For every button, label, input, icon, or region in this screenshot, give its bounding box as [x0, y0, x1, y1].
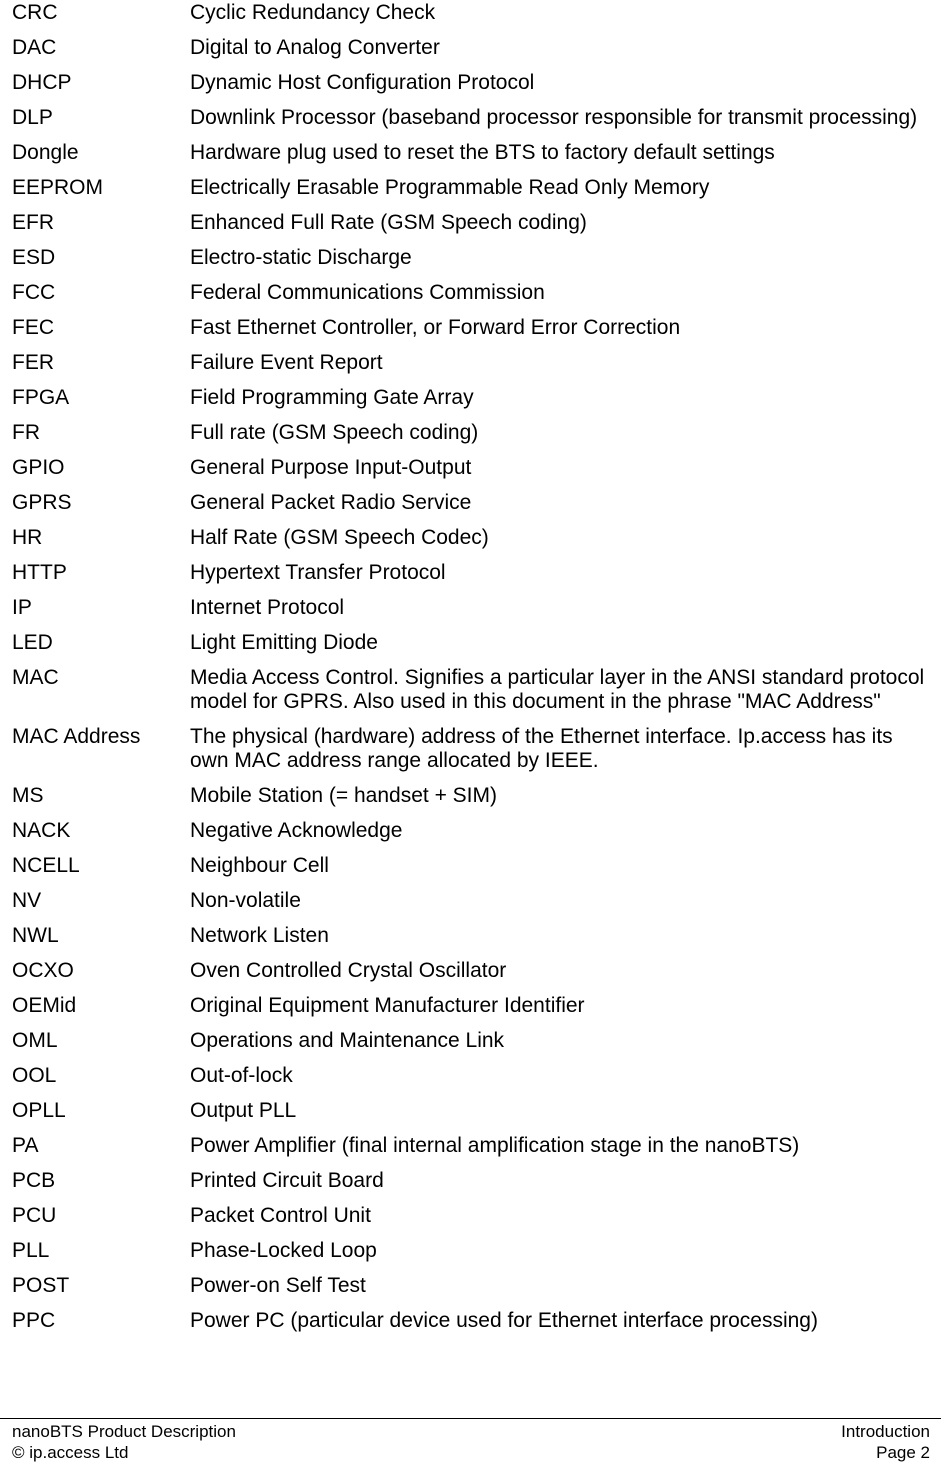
- glossary-term: GPIO: [12, 456, 65, 479]
- glossary-definition: Digital to Analog Converter: [190, 36, 440, 59]
- glossary-entry: [12, 989, 934, 1024]
- glossary-definition: Oven Controlled Crystal Oscillator: [190, 959, 507, 982]
- glossary-term: MS: [12, 784, 44, 807]
- glossary-definition: Field Programming Gate Array: [190, 386, 474, 409]
- glossary-definition: Media Access Control. Signifies a particular layer in the ANSI standard protocol model for GPRS. Also used in this document in the phrase "MAC Address": [190, 666, 925, 713]
- glossary-entry: [12, 1164, 934, 1199]
- glossary-definition: Printed Circuit Board: [190, 1169, 384, 1192]
- glossary-definition: Light Emitting Diode: [190, 631, 378, 654]
- glossary-list: [12, 0, 934, 1339]
- glossary-definition: Internet Protocol: [190, 596, 345, 619]
- glossary-definition: Mobile Station (= handset + SIM): [190, 784, 497, 807]
- glossary-definition: General Purpose Input-Output: [190, 456, 472, 479]
- glossary-term: MAC Address: [12, 725, 141, 748]
- glossary-entry: [12, 171, 934, 206]
- glossary-term: GPRS: [12, 491, 72, 514]
- glossary-term: OOL: [12, 1064, 57, 1087]
- glossary-term: LED: [12, 631, 53, 654]
- glossary-term: IP: [12, 596, 32, 619]
- glossary-entry: [12, 416, 934, 451]
- glossary-entry: [12, 1199, 934, 1234]
- glossary-entry: [12, 31, 934, 66]
- glossary-entry: [12, 919, 934, 954]
- glossary-term: NV: [12, 889, 42, 912]
- glossary-definition: Out-of-lock: [190, 1064, 293, 1087]
- glossary-term: PPC: [12, 1309, 56, 1332]
- glossary-definition: Network Listen: [190, 924, 329, 947]
- glossary-entry: [12, 521, 934, 556]
- glossary-term: FR: [12, 421, 40, 444]
- glossary-term: OCXO: [12, 959, 74, 982]
- glossary-term: PCU: [12, 1204, 57, 1227]
- glossary-definition: Hardware plug used to reset the BTS to factory default settings: [190, 141, 775, 164]
- glossary-definition: Power PC (particular device used for Ethernet interface processing): [190, 1309, 818, 1332]
- glossary-entry: [12, 661, 934, 720]
- glossary-term: PA: [12, 1134, 39, 1157]
- glossary-definition: Federal Communications Commission: [190, 281, 545, 304]
- glossary-term: EFR: [12, 211, 54, 234]
- glossary-definition: Power-on Self Test: [190, 1274, 366, 1297]
- glossary-entry: [12, 814, 934, 849]
- glossary-term: OPLL: [12, 1099, 66, 1122]
- footer-section: Introduction: [841, 1422, 930, 1441]
- glossary-entry: [12, 1024, 934, 1059]
- glossary-entry: [12, 276, 934, 311]
- glossary-entry: [12, 849, 934, 884]
- glossary-entry: [12, 0, 934, 31]
- glossary-term: PLL: [12, 1239, 50, 1262]
- glossary-term: NCELL: [12, 854, 80, 877]
- footer-document-title: nanoBTS Product Description: [12, 1422, 236, 1441]
- glossary-term: HR: [12, 526, 43, 549]
- glossary-entry: [12, 101, 934, 136]
- glossary-term: ESD: [12, 246, 56, 269]
- glossary-term: DHCP: [12, 71, 72, 94]
- glossary-entry: [12, 626, 934, 661]
- glossary-term: FCC: [12, 281, 56, 304]
- glossary-definition: Hypertext Transfer Protocol: [190, 561, 446, 584]
- glossary-term: OEMid: [12, 994, 77, 1017]
- glossary-definition: Electro-static Discharge: [190, 246, 412, 269]
- glossary-entry: [12, 311, 934, 346]
- glossary-entry: [12, 206, 934, 241]
- glossary-term: HTTP: [12, 561, 67, 584]
- glossary-definition: Dynamic Host Configuration Protocol: [190, 71, 535, 94]
- glossary-entry: [12, 884, 934, 919]
- glossary-definition: Neighbour Cell: [190, 854, 329, 877]
- glossary-definition: Failure Event Report: [190, 351, 383, 374]
- glossary-definition: Packet Control Unit: [190, 1204, 371, 1227]
- footer-row-top: [0, 1419, 941, 1442]
- glossary-term: CRC: [12, 1, 58, 24]
- glossary-entry: [12, 591, 934, 626]
- glossary-entry: [12, 241, 934, 276]
- glossary-entry: [12, 954, 934, 989]
- glossary-entry: [12, 1129, 934, 1164]
- glossary-definition: Downlink Processor (baseband processor responsible for transmit processing): [190, 106, 918, 129]
- glossary-entry: [12, 136, 934, 171]
- glossary-term: Dongle: [12, 141, 79, 164]
- glossary-term: FPGA: [12, 386, 70, 409]
- glossary-entry: [12, 1059, 934, 1094]
- glossary-entry: [12, 779, 934, 814]
- glossary-term: DAC: [12, 36, 57, 59]
- glossary-definition: Non-volatile: [190, 889, 301, 912]
- glossary-definition: Half Rate (GSM Speech Codec): [190, 526, 489, 549]
- glossary-term: EEPROM: [12, 176, 104, 199]
- glossary-definition: Full rate (GSM Speech coding): [190, 421, 479, 444]
- glossary-entry: [12, 1094, 934, 1129]
- glossary-entry: [12, 556, 934, 591]
- glossary-entry: [12, 1234, 934, 1269]
- glossary-entry: [12, 346, 934, 381]
- glossary-term: NACK: [12, 819, 71, 842]
- glossary-entry: [12, 381, 934, 416]
- footer-page-number: Page 2: [876, 1443, 930, 1462]
- page-footer: [0, 1418, 941, 1463]
- glossary-entry: [12, 1269, 934, 1304]
- glossary-definition: Negative Acknowledge: [190, 819, 403, 842]
- footer-row-bottom: [0, 1442, 941, 1463]
- glossary-entry: [12, 720, 934, 779]
- glossary-entry: [12, 486, 934, 521]
- glossary-term: DLP: [12, 106, 53, 129]
- glossary-term: POST: [12, 1274, 70, 1297]
- glossary-term: PCB: [12, 1169, 56, 1192]
- glossary-definition: General Packet Radio Service: [190, 491, 472, 514]
- glossary-term: FEC: [12, 316, 54, 339]
- glossary-definition: Enhanced Full Rate (GSM Speech coding): [190, 211, 587, 234]
- glossary-entry: [12, 1304, 934, 1339]
- glossary-definition: Power Amplifier (final internal amplification stage in the nanoBTS): [190, 1134, 800, 1157]
- glossary-entry: [12, 451, 934, 486]
- glossary-definition: Cyclic Redundancy Check: [190, 1, 436, 24]
- glossary-term: OML: [12, 1029, 58, 1052]
- glossary-definition: Operations and Maintenance Link: [190, 1029, 505, 1052]
- glossary-definition: Original Equipment Manufacturer Identifier: [190, 994, 585, 1017]
- glossary-definition: The physical (hardware) address of the Ethernet interface. Ip.access has its own MAC address range allocated by IEEE.: [190, 725, 893, 772]
- glossary-definition: Electrically Erasable Programmable Read Only Memory: [190, 176, 710, 199]
- glossary-definition: Fast Ethernet Controller, or Forward Error Correction: [190, 316, 681, 339]
- glossary-term: NWL: [12, 924, 59, 947]
- footer-copyright: © ip.access Ltd: [12, 1443, 129, 1462]
- glossary-term: FER: [12, 351, 54, 374]
- glossary-entry: [12, 66, 934, 101]
- glossary-definition: Phase-Locked Loop: [190, 1239, 377, 1262]
- glossary-term: MAC: [12, 666, 59, 689]
- glossary-definition: Output PLL: [190, 1099, 297, 1122]
